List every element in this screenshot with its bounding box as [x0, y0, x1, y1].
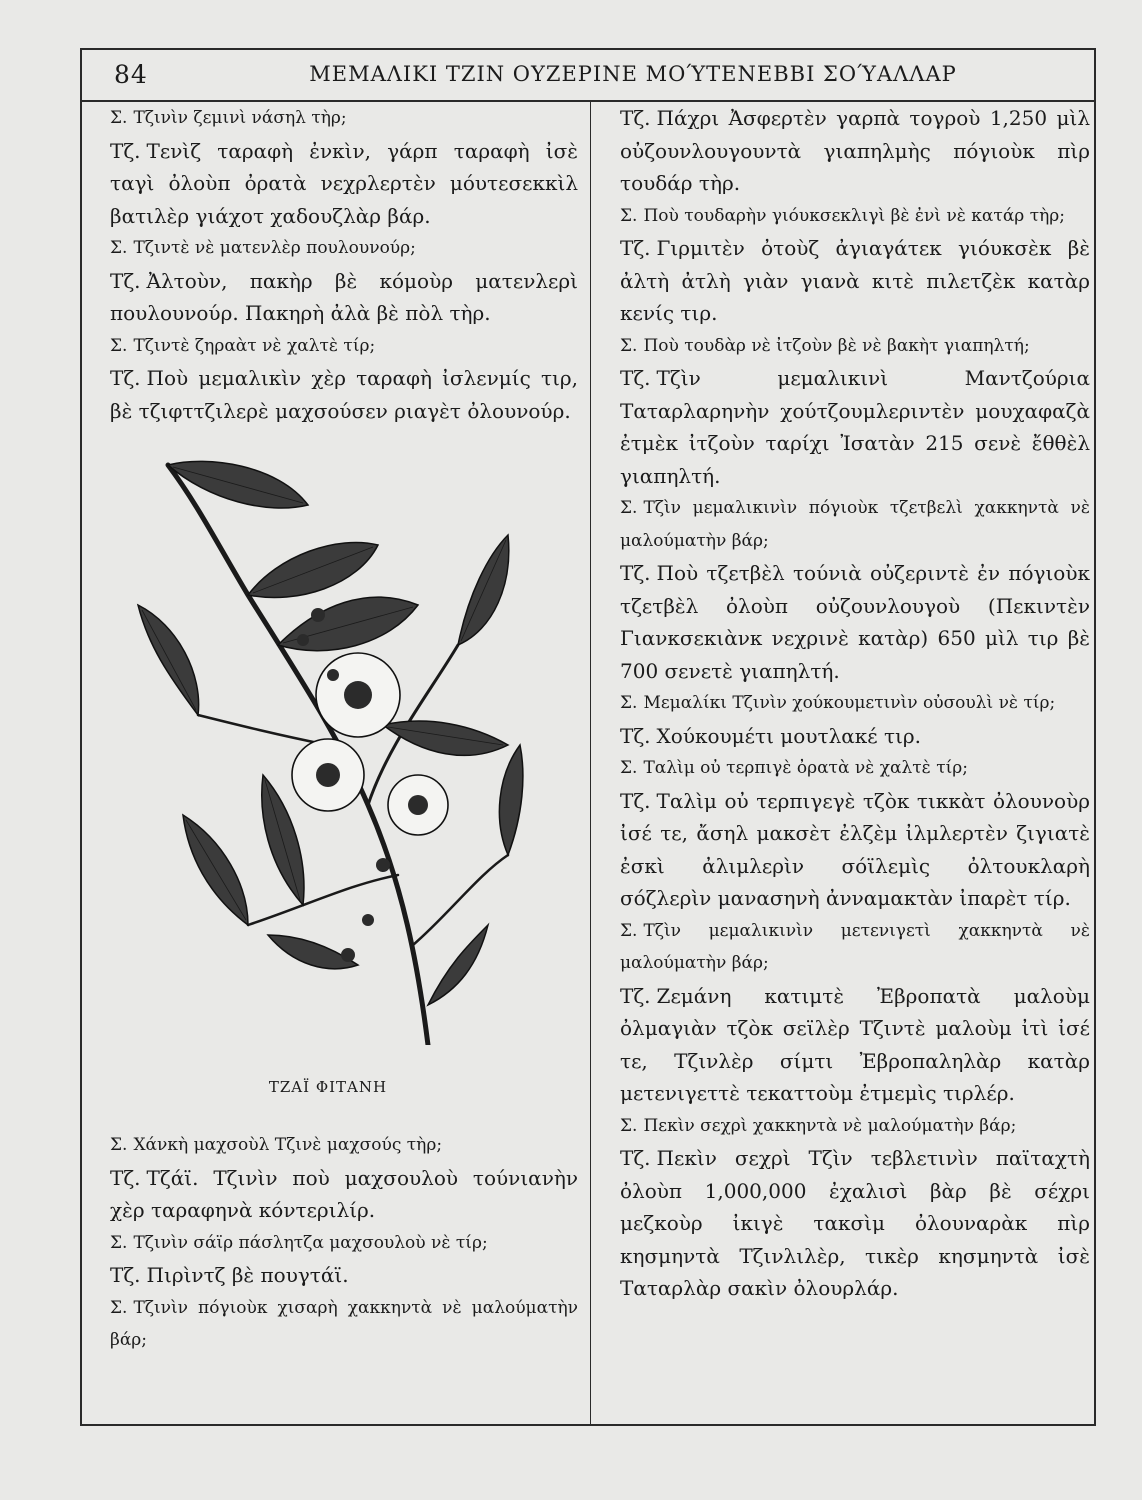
speaker-label: Σ. — [620, 920, 638, 941]
speaker-label: Τζ. — [110, 138, 141, 163]
page-header — [82, 50, 1094, 102]
paragraph-text: Τζὶν μεμαλικινὶ Μαντζούρια Ταταρλαρηνὴν χούτζουμλεριντὲν μουχαφαζὰ ἐτμὲκ ἰτζοὺν ταρίχι Ἰσατὰν 215 σενὲ ἔθθὲλ γιαπηλτή. — [620, 366, 1090, 488]
speaker-label: Σ. — [620, 758, 638, 778]
speaker-label: Σ. — [110, 1232, 128, 1253]
paragraph-text: Τζινὶν ζεμινὶ νάσηλ τὴρ; — [133, 108, 347, 128]
speaker-label: Σ. — [110, 108, 128, 128]
tea-plant-drawing — [128, 445, 528, 1045]
left-top-text — [88, 102, 578, 427]
speaker-label: Τζ. — [110, 1165, 141, 1190]
paragraph-text: Πεκὶν σεχρὶ Τζὶν τεβλετινὶν παϊταχτὴ ὀλοὺπ 1,000,000 ἐχαλισὶ βὰρ βὲ σέχρι μεζκοὺρ ἰκιγὲ τακσὶμ ὀλουναρὰκ πὶρ κησμηντὰ Τζινλιλὲρ, τικὲρ κησμηντὰ ἰσὲ Ταταρλὰρ σακὶν ὀλουρλάρ. — [620, 1146, 1090, 1300]
running-title: ΜΕΜΑΛΙΚΙ ΤΖΙΝ ΟΥΖΕΡΙΝΕ ΜΟΎΤΕΝΕΒΒΙ ΣΟΎΑΛΛΑΡ — [309, 62, 957, 86]
speaker-label: Τζ. — [620, 1146, 651, 1170]
question-paragraph — [88, 330, 578, 363]
speaker-label: Σ. — [620, 1115, 638, 1136]
question-paragraph — [88, 1129, 578, 1162]
column-divider — [590, 100, 591, 1424]
answer-paragraph — [598, 720, 1090, 753]
question-paragraph — [88, 102, 578, 135]
speaker-label: Σ. — [110, 335, 128, 356]
speaker-label: Τζ. — [620, 366, 651, 390]
answer-paragraph — [598, 785, 1090, 915]
answer-paragraph — [598, 102, 1090, 200]
speaker-label: Τζ. — [110, 1263, 141, 1287]
question-paragraph — [598, 752, 1090, 785]
paragraph-text: Πιρὶντζ βὲ πουγτάϊ. — [146, 1263, 349, 1287]
paragraph-text: Τζινὶν σάϊρ πάσλητζα μαχσουλοὺ νὲ τίρ; — [133, 1232, 488, 1253]
question-paragraph — [88, 232, 578, 265]
right-column-text — [598, 102, 1090, 1305]
page-number: 84 — [114, 60, 148, 89]
page-frame — [80, 48, 1096, 1426]
paragraph-text: Τζάϊ. Τζινὶν ποὺ μαχσουλοὺ τούνιανὴν χὲρ ταραφηνὰ κόντεριλίρ. — [110, 1165, 578, 1222]
speaker-label: Σ. — [620, 335, 638, 356]
speaker-label: Τζ. — [620, 106, 651, 130]
answer-paragraph — [88, 1162, 578, 1227]
tea-plant-illustration — [88, 445, 568, 1096]
speaker-label: Τζ. — [620, 983, 651, 1008]
paragraph-text: Ποὺ τουδαρὴν γιόυκσεκλιγὶ βὲ ἐνὶ νὲ κατάρ τὴρ; — [643, 205, 1066, 226]
left-bottom-text — [88, 1129, 578, 1357]
paragraph-text: Τζὶν μεμαλικινὶν μετενιγετὶ χακκηντὰ νὲ μαλούματὴν βάρ; — [620, 920, 1090, 973]
paragraph-text: Χούκουμέτι μουτλακέ τιρ. — [656, 723, 921, 748]
speaker-label: Τζ. — [620, 236, 651, 260]
paragraph-text: Ταλὶμ οὐ τερπιγεγὲ τζὸκ τικκὰτ ὀλουνοὺρ ἰσέ τε, ἄσηλ μακσὲτ ἐλζὲμ ἰλμλερτὲν ζιγιατὲ ἐσκὶ ἀλιμλερὶν σόϊλεμὶς ὀλτουκλαρὴ σόζλερὶν μανασηνὴ ἀνναμακτὰν ἰπαρὲτ τίρ. — [620, 788, 1090, 910]
speaker-label: Τζ. — [620, 723, 651, 748]
paragraph-text: Γιρμιτὲν ὀτοὺζ ἀγιαγάτεκ γιόυκσὲκ βὲ ἀλτὴ ἀτλὴ γιὰν γιανὰ κιτὲ πιλετζὲκ κατὰρ κενίς τιρ. — [620, 236, 1090, 325]
paragraph-text: Ἀλτοὺν, πακὴρ βὲ κόμοὺρ ματενλερὶ πουλουνούρ. Πακηρὴ ἀλὰ βὲ πὸλ τὴρ. — [110, 268, 578, 325]
speaker-label: Σ. — [110, 1297, 128, 1318]
paragraph-text: Χάνκὴ μαχσοὺλ Τζινὲ μαχσούς τὴρ; — [133, 1135, 443, 1155]
paragraph-text: Τζιντὲ ζηραὰτ νὲ χαλτὲ τίρ; — [133, 335, 376, 356]
paragraph-text: Ταλὶμ οὐ τερπιγὲ ὀρατὰ νὲ χαλτὲ τίρ; — [643, 758, 968, 778]
paragraph-text: Ποὺ τουδὰρ νὲ ἰτζοὺν βὲ νὲ βακὴτ γιαπηλτή; — [643, 335, 1030, 356]
answer-paragraph — [598, 1142, 1090, 1305]
question-paragraph — [88, 1227, 578, 1260]
speaker-label: Σ. — [110, 238, 128, 258]
answer-paragraph — [88, 1259, 578, 1292]
question-paragraph — [598, 687, 1090, 720]
speaker-label: Σ. — [620, 693, 638, 713]
answer-paragraph — [88, 362, 578, 427]
question-paragraph — [598, 200, 1090, 233]
answer-paragraph — [598, 557, 1090, 687]
speaker-label: Τζ. — [110, 268, 141, 293]
right-column — [598, 102, 1090, 1305]
answer-paragraph — [88, 265, 578, 330]
question-paragraph — [598, 492, 1090, 557]
paragraph-text: Μεμαλίκι Τζινὶν χούκουμετινὶν οὐσουλὶ νὲ τίρ; — [643, 693, 1056, 713]
answer-paragraph — [88, 135, 578, 233]
speaker-label: Τζ. — [620, 561, 651, 585]
paragraph-text: Τζιντὲ νὲ ματενλὲρ πουλουνούρ; — [133, 238, 416, 258]
left-column — [88, 102, 578, 1357]
answer-paragraph — [598, 232, 1090, 330]
paragraph-text: Πάχρι Ἀσφερτὲν γαρπὰ τογροὺ 1,250 μὶλ οὐζουνλουγουντὰ γιαπηλμὴς πόγιοὺκ πὶρ τουδάρ τὴρ. — [620, 106, 1090, 195]
speaker-label: Σ. — [620, 498, 638, 518]
question-paragraph — [598, 330, 1090, 363]
speaker-label: Τζ. — [110, 366, 141, 390]
answer-paragraph — [598, 980, 1090, 1110]
question-paragraph — [598, 915, 1090, 980]
paragraph-text: Τζινὶν πόγιοὺκ χισαρὴ χακκηντὰ νὲ μαλούματὴν βάρ; — [110, 1297, 578, 1350]
paragraph-text: Τενὶζ ταραφὴ ἐνκὶν, γάρπ ταραφὴ ἰσὲ ταγὶ ὀλοὺπ ὀρατὰ νεχρλερτὲν μόυτεσεκκὶλ βατιλὲρ γιάχοτ χαδουζλὰρ βάρ. — [110, 138, 578, 228]
answer-paragraph — [598, 362, 1090, 492]
speaker-label: Τζ. — [620, 788, 651, 813]
paragraph-text: Τζὶν μεμαλικινὶν πόγιοὺκ τζετβελὶ χακκηντὰ νὲ μαλούματὴν βάρ; — [620, 498, 1090, 551]
speaker-label: Σ. — [620, 205, 638, 226]
paragraph-text: Ποὺ μεμαλικὶν χὲρ ταραφὴ ἰσλενμίς τιρ, βὲ τζιφττζιλερὲ μαχσούσεν ριαγὲτ ὀλουνούρ. — [110, 366, 578, 423]
paragraph-text: Ποὺ τζετβὲλ τούνιὰ οὐζεριντὲ ἐν πόγιοὺκ τζετβὲλ ὀλοὺπ οὐζουνλουγοὺ (Πεκιντὲν Γιανκσεκιὰνκ νεχρινὲ κατὰρ) 650 μὶλ τιρ βὲ 700 σενετὲ γιαπηλτή. — [620, 561, 1090, 683]
question-paragraph — [88, 1292, 578, 1357]
paragraph-text: Πεκὶν σεχρὶ χακκηντὰ νὲ μαλούματὴν βάρ; — [643, 1115, 1017, 1136]
paragraph-text: Ζεμάνη κατιμτὲ Ἐβροπατὰ μαλοὺμ ὀλμαγιὰν τζὸκ σεϊλὲρ Τζιντὲ μαλοὺμ ἰτὶ ἰσέ τε, Τζινλὲρ σίμτι Ἐβροπαληλὰρ κατὰρ μετενιγεττὲ τεκαττοὺμ ἐτμεμὶς τιρλέρ. — [620, 983, 1090, 1105]
figure-caption: ΤΖΑΪ ΦΙΤΑΝΗ — [268, 1077, 388, 1096]
question-paragraph — [598, 1110, 1090, 1143]
speaker-label: Σ. — [110, 1135, 128, 1155]
